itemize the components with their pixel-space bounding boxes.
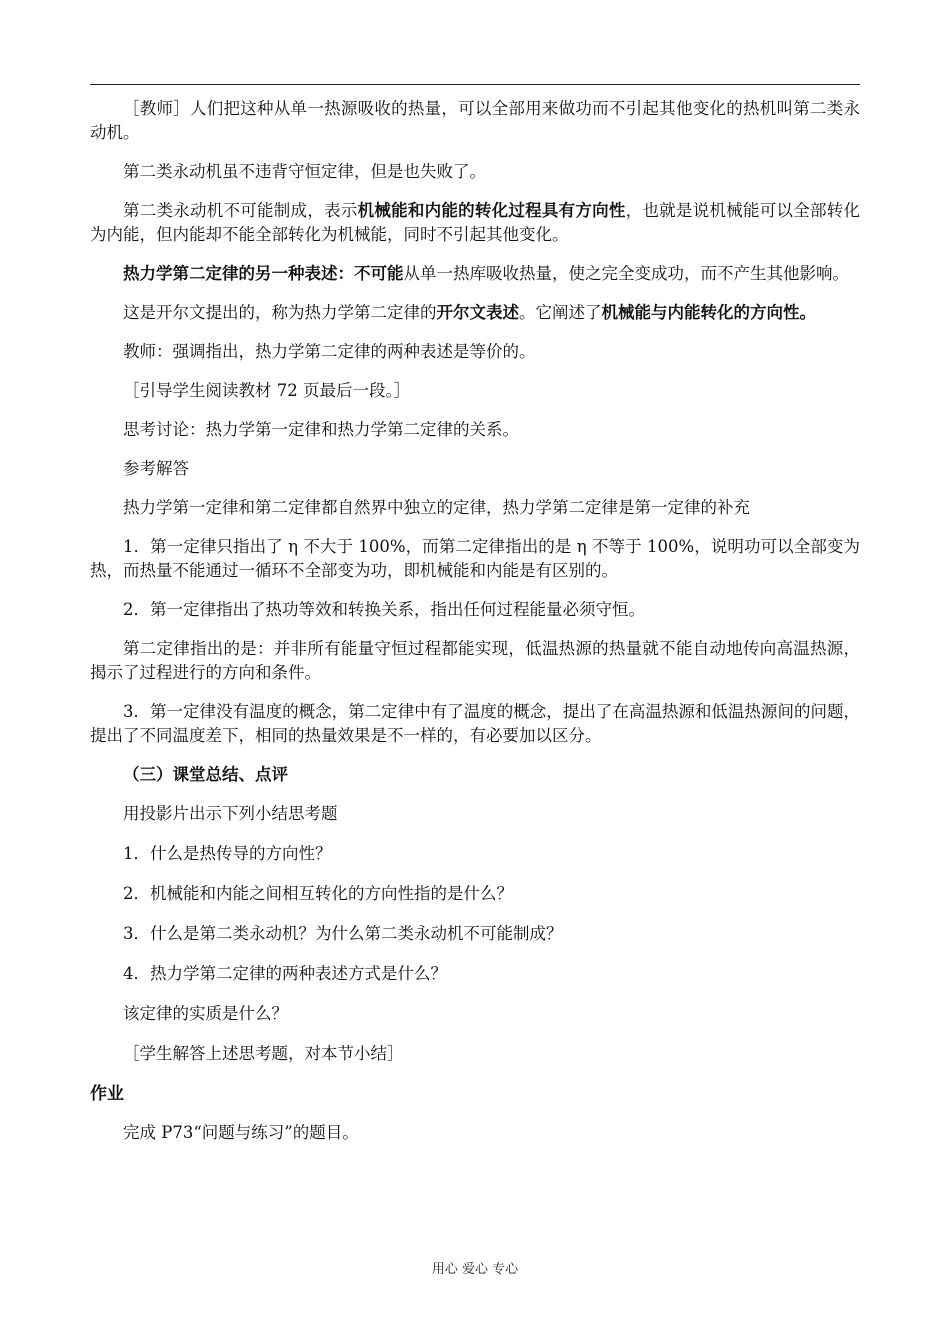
paragraph-list xyxy=(90,97,860,748)
text-segment: ［教师］人们把这种从单一热源吸收的热量，可以全部用来做功而不引起其他变化的热机叫第二类永动机。 xyxy=(90,99,860,142)
text-segment: 。它阐述了 xyxy=(519,303,602,322)
paragraph-p9 xyxy=(90,457,860,481)
text-segment: 第二类永动机虽不违背守恒定律，但是也失败了。 xyxy=(123,162,486,181)
paragraph-p7 xyxy=(90,379,860,403)
paragraph-p6 xyxy=(90,340,860,364)
summary-list xyxy=(90,802,860,1066)
text-segment: 这是开尔文提出的，称为热力学第二定律的 xyxy=(123,303,437,322)
section-heading-summary: （三）课堂总结、点评 xyxy=(123,765,288,784)
text-segment: 从单一热库吸收热量，使之完全变成功，而不产生其他影响。 xyxy=(403,264,849,283)
text-segment: 第二定律指出的是：并非所有能量守恒过程都能实现，低温热源的热量就不能自动地传向高温热源，揭示了过程进行的方向和条件。 xyxy=(90,639,860,682)
paragraph-p11 xyxy=(90,535,860,583)
text-segment: 3．第一定律没有温度的概念，第二定律中有了温度的概念，提出了在高温热源和低温热源间的问题，提出了不同温度差下，相同的热量效果是不一样的，有必要加以区分。 xyxy=(90,702,860,745)
document-body xyxy=(90,97,860,1161)
text-segment: 1．第一定律只指出了 η 不大于 100%，而第二定律指出的是 η 不等于 100%，说明功可以全部变为热，而热量不能通过一循环不全部变为功，即机械能和内能是有区别的。 xyxy=(90,537,860,580)
bold-text: 热力学第二定律的另一种表述：不可能 xyxy=(123,264,404,283)
text-segment: 教师：强调指出，热力学第二定律的两种表述是等价的。 xyxy=(123,342,536,361)
text-segment: 第二类永动机不可能制成，表示 xyxy=(123,201,358,220)
summary-item: 2．机械能和内能之间相互转化的方向性指的是什么？ xyxy=(123,884,513,903)
summary-item: 该定律的实质是什么？ xyxy=(123,1004,288,1023)
homework-text: 完成 P73“问题与练习”的题目。 xyxy=(123,1123,359,1142)
bold-text: 开尔文表述 xyxy=(436,303,519,322)
summary-item: 用投影片出示下列小结思考题 xyxy=(123,804,338,823)
homework-heading: 作业 xyxy=(90,1084,124,1104)
text-segment: ，也就是说机械能可以全部转化为内能，但内能却不能全部转化为机械能，同时不引起其他变化。 xyxy=(90,201,861,244)
text-segment: ［引导学生阅读教材 72 页最后一段。］ xyxy=(123,381,411,400)
text-segment: 参考解答 xyxy=(123,459,189,478)
paragraph-p1 xyxy=(90,97,860,145)
header-rule xyxy=(90,84,860,85)
text-segment: 热力学第一定律和第二定律都自然界中独立的定律，热力学第二定律是第一定律的补充 xyxy=(123,498,750,517)
bold-text: 机械能和内能的转化过程具有方向性 xyxy=(357,201,626,220)
text-segment: 思考讨论：热力学第一定律和热力学第二定律的关系。 xyxy=(123,420,519,439)
paragraph-p10 xyxy=(90,496,860,520)
paragraph-p8 xyxy=(90,418,860,442)
paragraph-p5 xyxy=(90,301,860,325)
summary-item: ［学生解答上述思考题，对本节小结］ xyxy=(123,1044,404,1063)
paragraph-p12 xyxy=(90,598,860,622)
paragraph-p14 xyxy=(90,700,860,748)
summary-item: 3．什么是第二类永动机？为什么第二类永动机不可能制成？ xyxy=(123,924,563,943)
paragraph-p2 xyxy=(90,160,860,184)
page-footer: 用心 爱心 专心 xyxy=(431,1262,519,1277)
paragraph-p3 xyxy=(90,199,860,247)
text-segment: 2．第一定律指出了热功等效和转换关系，指出任何过程能量必须守恒。 xyxy=(123,600,645,619)
paragraph-p13 xyxy=(90,637,860,685)
summary-item: 1．什么是热传导的方向性？ xyxy=(123,844,332,863)
bold-text: 机械能与内能转化的方向性。 xyxy=(601,303,816,322)
summary-item: 4．热力学第二定律的两种表述方式是什么？ xyxy=(123,964,447,983)
paragraph-p4 xyxy=(90,262,860,286)
